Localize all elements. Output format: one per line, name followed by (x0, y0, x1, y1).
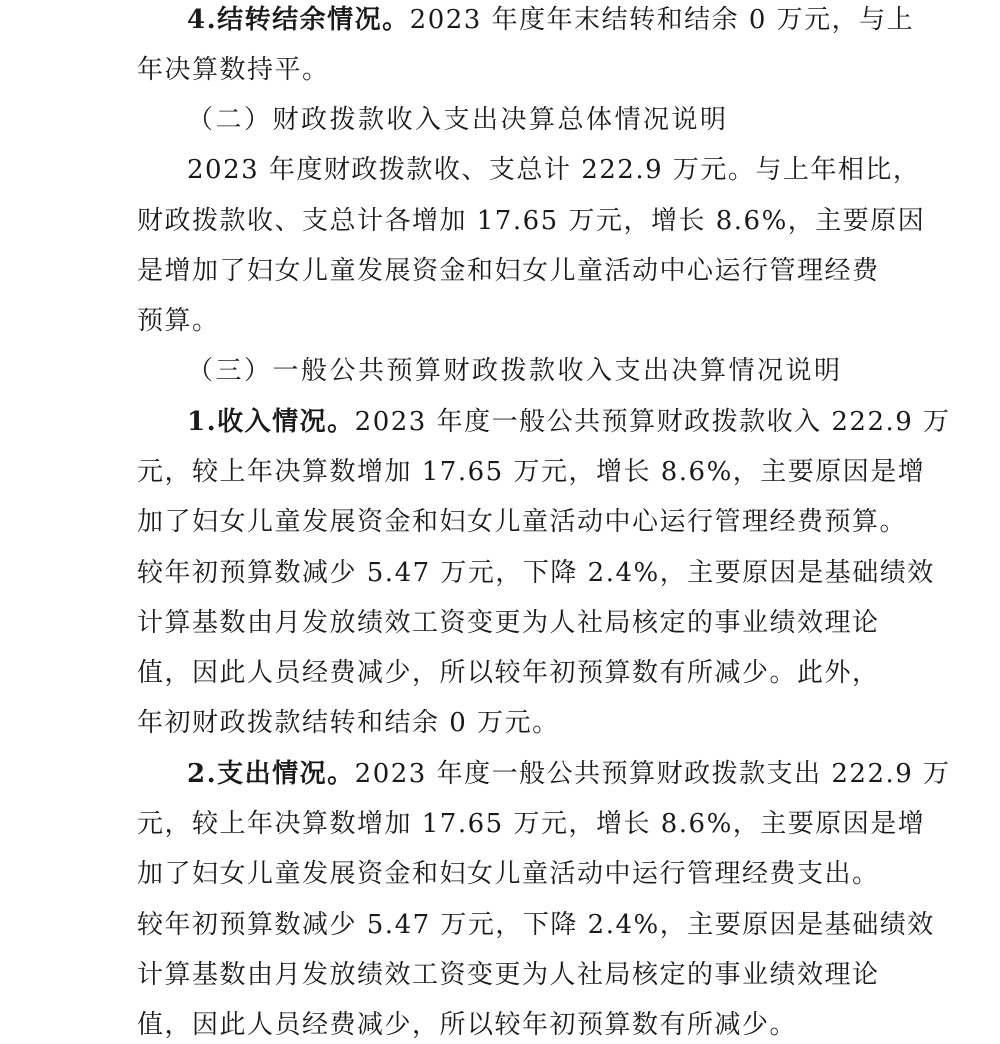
line-text: 财政拨款收、支总计各增加 17.65 万元，增长 8.6%，主要原因 (137, 206, 926, 236)
line-text: 2023 年度一般公共预算财政拨款支出 222.9 万 (354, 759, 951, 789)
line-text: 是增加了妇女儿童发展资金和妇女儿童活动中心运行管理经费 (137, 256, 880, 286)
section-heading-3 (187, 355, 843, 387)
paragraph-line (137, 959, 880, 991)
paragraph-line (137, 456, 925, 488)
subheading-income: 1.收入情况。 (187, 407, 355, 437)
paragraph-line (137, 657, 880, 689)
line-text: 值，因此人员经费减少，所以较年初预算数有所减少。 (137, 1010, 798, 1040)
paragraph-line (137, 909, 935, 941)
paragraph-line (137, 506, 907, 538)
paragraph-line (137, 707, 560, 739)
paragraph-line (187, 4, 914, 36)
paragraph-line (137, 1009, 797, 1041)
section-heading-text: （三）一般公共预算财政拨款收入支出决算情况说明 (187, 356, 843, 386)
line-text: 年初财政拨款结转和结余 0 万元。 (137, 708, 560, 738)
subheading-expenditure: 2.支出情况。 (187, 759, 355, 789)
paragraph-line (187, 406, 951, 438)
line-text: 计算基数由月发放绩效工资变更为人社局核定的事业绩效理论 (137, 608, 880, 638)
line-text: 值，因此人员经费减少，所以较年初预算数有所减少。此外， (137, 658, 880, 688)
line-text: 加了妇女儿童发展资金和妇女儿童活动中心运行管理经费预算。 (137, 507, 908, 537)
line-text: 元，较上年决算数增加 17.65 万元，增长 8.6%，主要原因是增 (137, 809, 926, 839)
paragraph-line (187, 758, 951, 790)
line-text: 计算基数由月发放绩效工资变更为人社局核定的事业绩效理论 (137, 960, 880, 990)
paragraph-line (137, 607, 880, 639)
paragraph-line (137, 858, 880, 890)
line-text: 较年初预算数减少 5.47 万元，下降 2.4%，主要原因是基础绩效 (137, 910, 935, 940)
paragraph-line (137, 305, 220, 337)
section-heading-text: （二）财政拨款收入支出决算总体情况说明 (187, 105, 729, 135)
line-text: 2023 年度财政拨款收、支总计 222.9 万元。与上年相比， (187, 155, 921, 185)
line-text: 2023 年度一般公共预算财政拨款收入 222.9 万 (354, 407, 951, 437)
paragraph-line (137, 557, 935, 589)
line-text: 加了妇女儿童发展资金和妇女儿童活动中运行管理经费支出。 (137, 859, 880, 889)
line-text: 年决算数持平。 (137, 55, 330, 85)
paragraph-line (137, 54, 330, 86)
paragraph-line (137, 255, 880, 287)
line-text: 2023 年度年末结转和结余 0 万元，与上 (409, 5, 915, 35)
section-heading-2 (187, 104, 729, 136)
paragraph-line (137, 808, 925, 840)
line-text: 预算。 (137, 306, 220, 336)
line-text: 元，较上年决算数增加 17.65 万元，增长 8.6%，主要原因是增 (137, 457, 926, 487)
line-text: 较年初预算数减少 5.47 万元，下降 2.4%，主要原因是基础绩效 (137, 558, 935, 588)
subheading-carryover: 4.结转结余情况。 (187, 5, 410, 35)
paragraph-line (187, 154, 920, 186)
paragraph-line (137, 205, 925, 237)
